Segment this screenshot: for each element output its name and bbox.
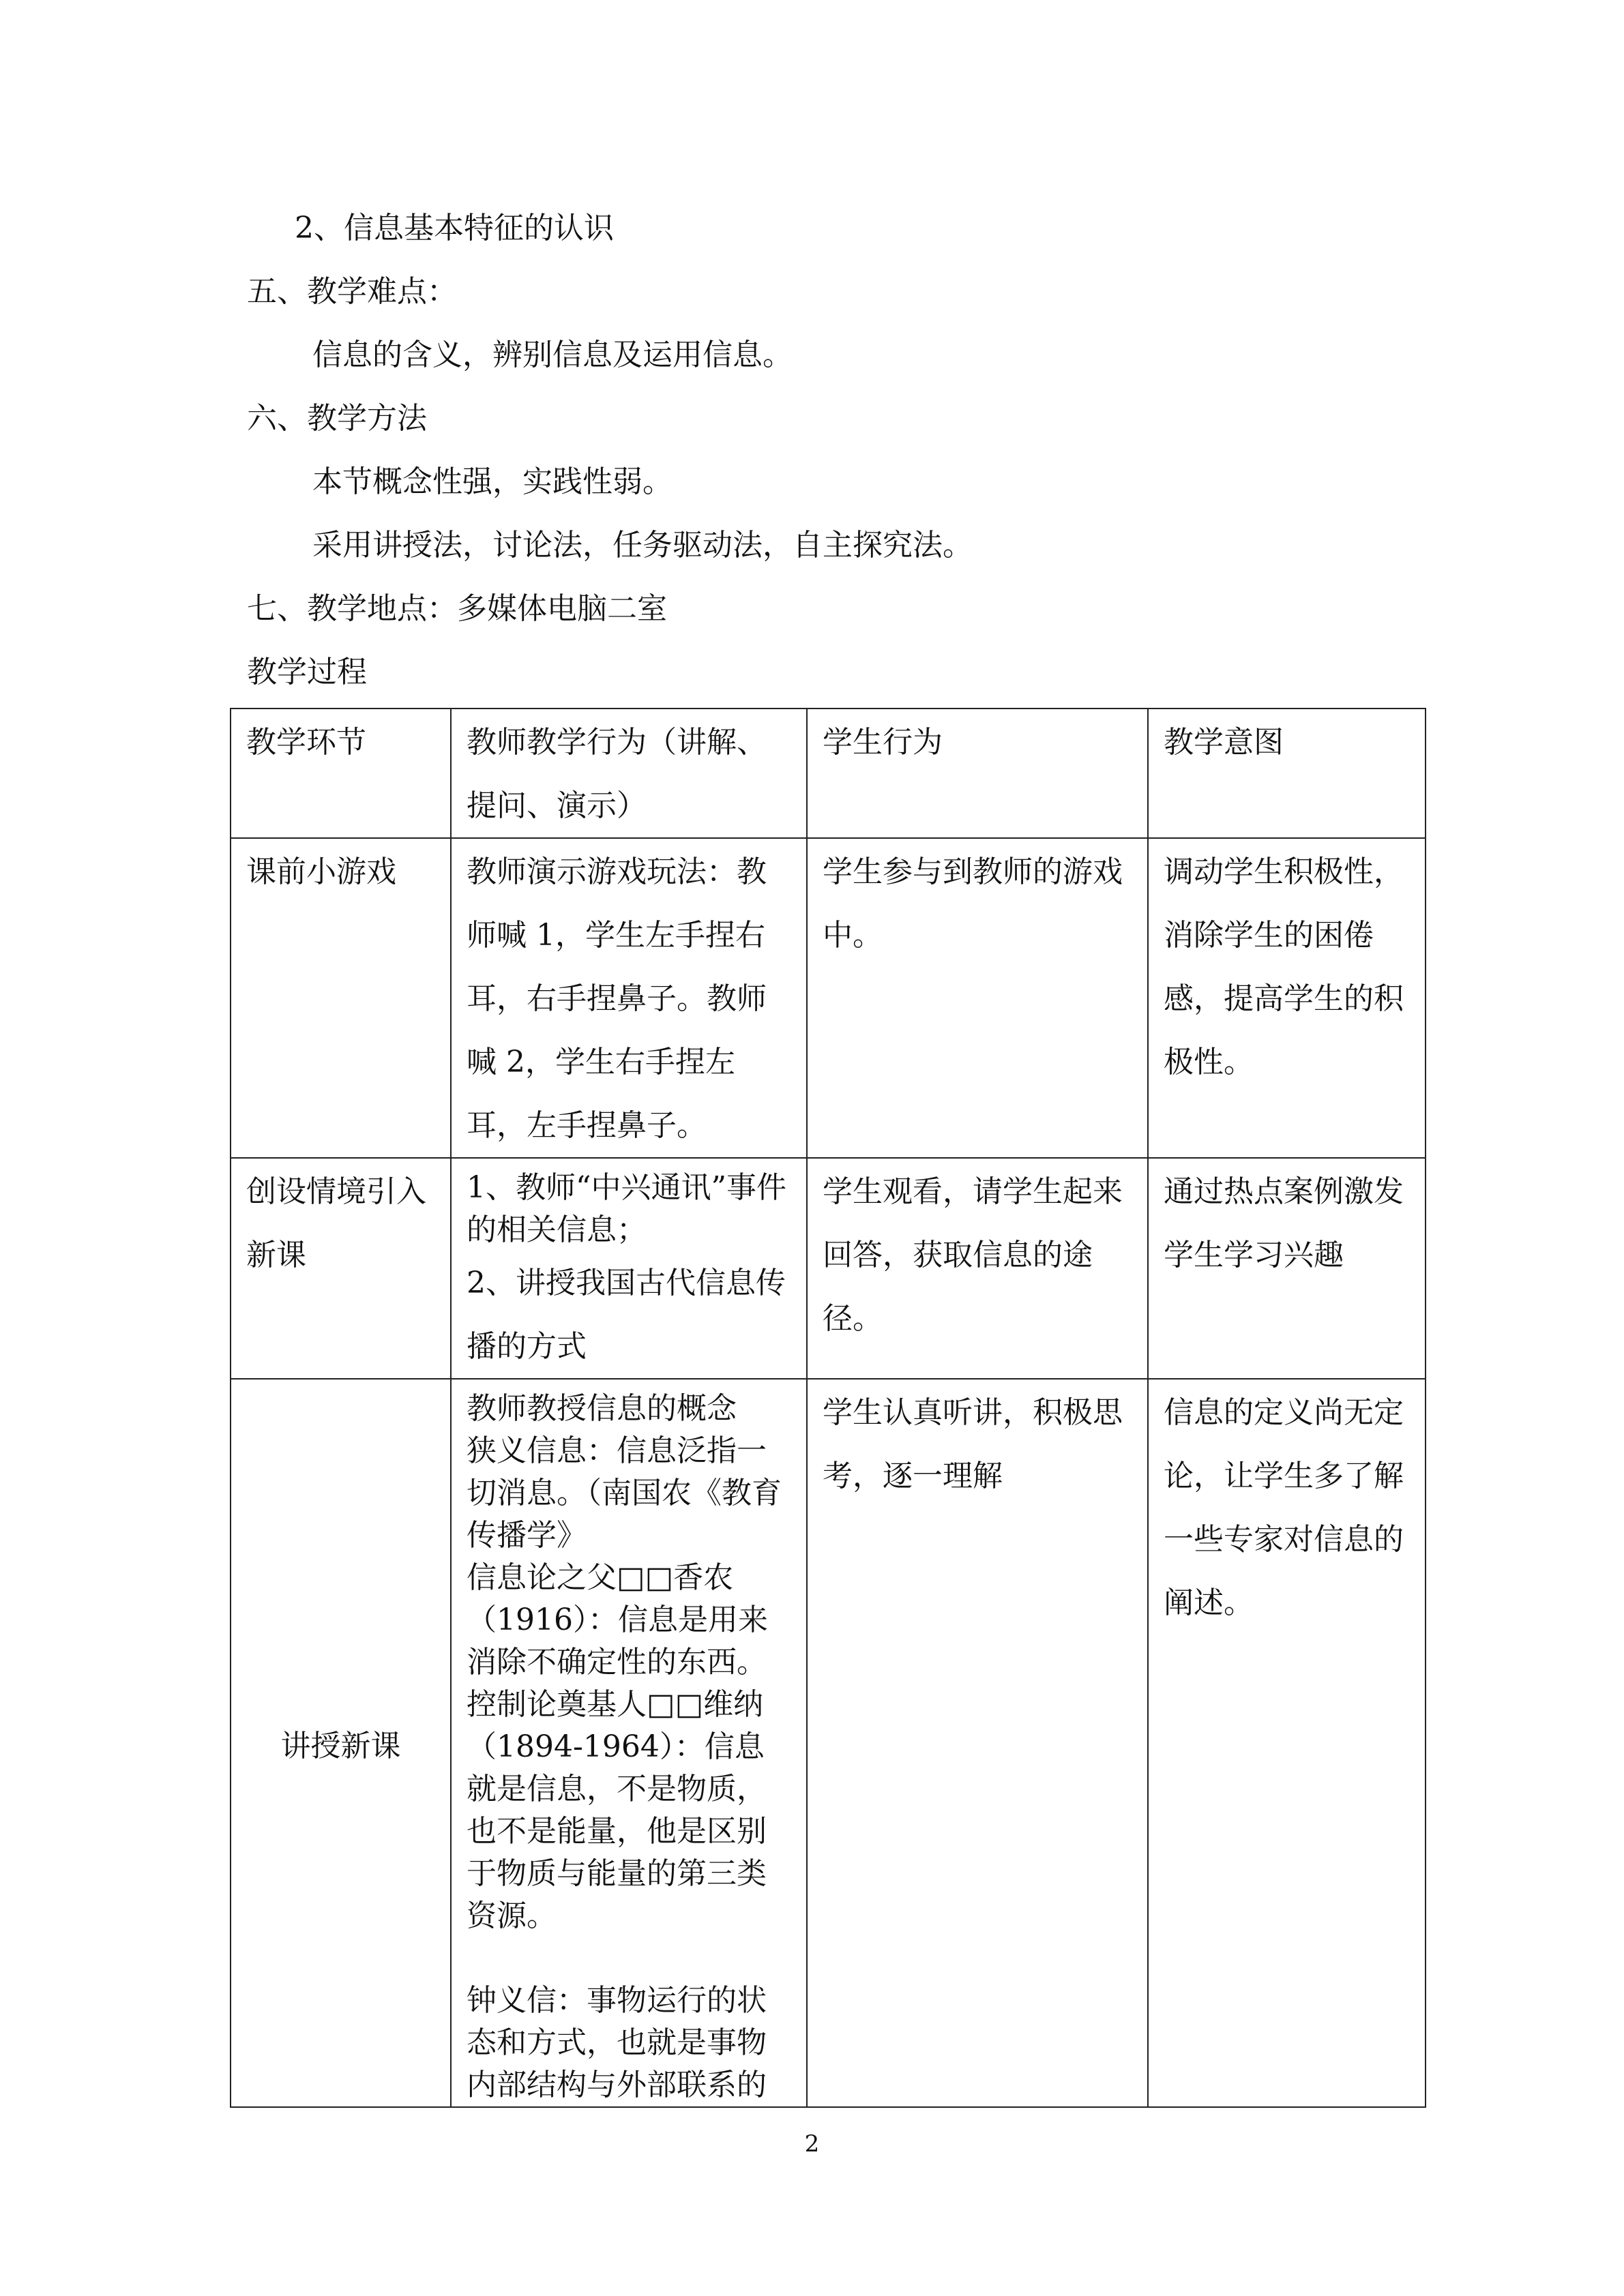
intent-cell: 信息的定义尚无定论，让学生多了解一些专家对信息的阐述。 xyxy=(1148,1379,1426,2107)
teacher-cell: 教师演示游戏玩法：教师喊 1，学生左手捏右耳，右手捏鼻子。教师喊 2，学生右手捏左耳，左手捏鼻子。 xyxy=(451,838,807,1158)
stage-cell: 课前小游戏 xyxy=(231,838,451,1158)
stage-cell: 讲授新课 xyxy=(231,1379,451,2107)
header-cell: 学生行为 xyxy=(807,709,1148,838)
student-cell: 学生认真听讲，积极思考，逐一理解 xyxy=(807,1379,1148,2107)
body-line: 信息的含义，辨别信息及运用信息。 xyxy=(312,338,793,372)
page-number: 2 xyxy=(804,2130,820,2158)
table-row xyxy=(231,1379,1426,2107)
student-cell: 学生观看，请学生起来回答，获取信息的途径。 xyxy=(807,1158,1148,1379)
table-row xyxy=(231,838,1426,1158)
table-caption: 教学过程 xyxy=(247,655,367,689)
intent-cell: 调动学生积极性，消除学生的困倦感，提高学生的积极性。 xyxy=(1148,838,1426,1158)
intent-cell: 通过热点案例激发学生学习兴趣 xyxy=(1148,1158,1426,1379)
header-cell: 教学环节 xyxy=(231,709,451,838)
teacher-cell: 1、教师“中兴通讯”事件的相关信息； 2、讲授我国古代信息传播的方式 xyxy=(451,1158,807,1379)
section-heading: 七、教学地点：多媒体电脑二室 xyxy=(247,591,667,626)
header-cell: 教学意图 xyxy=(1148,709,1426,838)
body-line: 采用讲授法，讨论法，任务驱动法，自主探究法。 xyxy=(312,528,973,563)
teacher-cell: 教师教授信息的概念 狭义信息：信息泛指一切消息。（南国农《教育传播学》 信息论之父□□香农（1916）：信息是用来消除不确定性的东西。 控制论奠基人□□维纳（1894-1964）：信息就是信息，不是物质，也不是能量，他是区别于物质与能量的第三类资源。 钟义信：事物运行的状态和方式，也就是事物内部结构与外部联系的 xyxy=(451,1379,807,2107)
header-cell: 教师教学行为（讲解、提问、演示） xyxy=(451,709,807,838)
body-line: 2、信息基本特征的认识 xyxy=(295,211,614,245)
section-heading: 六、教学方法 xyxy=(247,401,427,436)
stage-cell: 创设情境引入新课 xyxy=(231,1158,451,1379)
teaching-process-table xyxy=(230,708,1426,2108)
body-line: 本节概念性强，实践性弱。 xyxy=(312,464,673,499)
table-header-row xyxy=(231,709,1426,838)
section-heading: 五、教学难点： xyxy=(247,274,457,309)
student-cell: 学生参与到教师的游戏中。 xyxy=(807,838,1148,1158)
table-row xyxy=(231,1158,1426,1379)
